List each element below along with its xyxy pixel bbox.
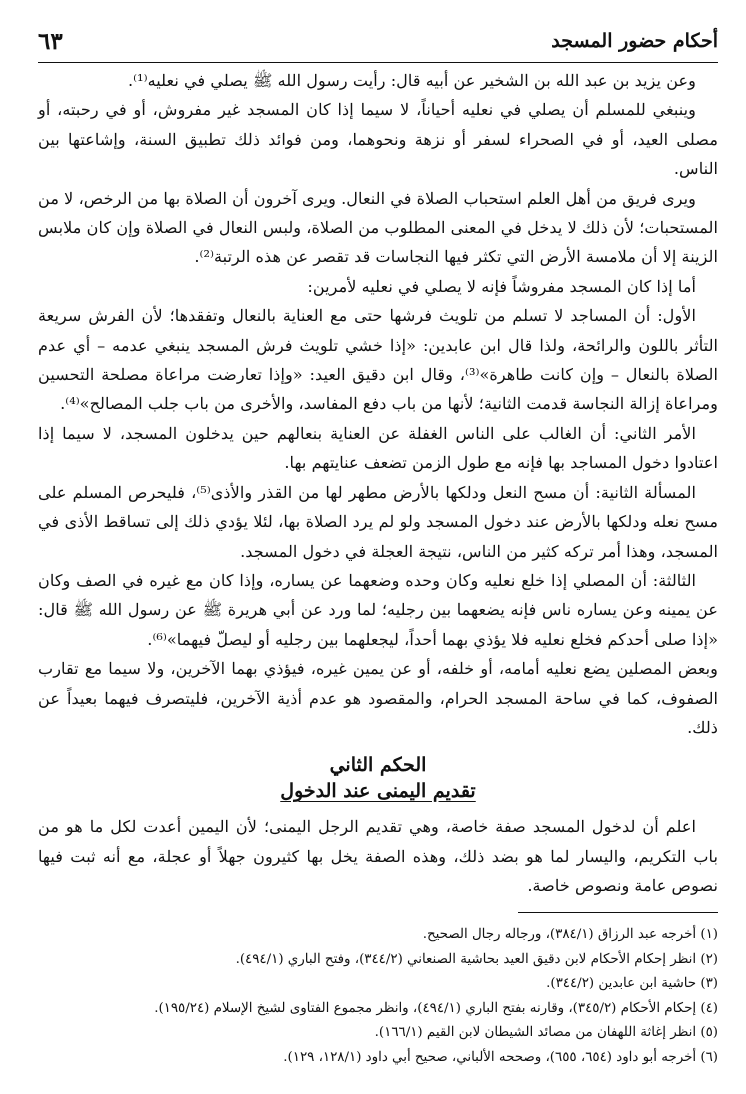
spacer: [38, 742, 718, 752]
paragraph: الأول: أن المساجد لا تسلم من تلويث فرشها حتى مع العناية بالنعال وتفقدها؛ لأن الفرش سريعة التأثر باللون والرائحة، ولذا قال ابن عابدين: «إذا خشي تلويث فرش المسجد ينبغي عدمه – أي عدم الصلاة بالنعال – وإن كانت طاهرة»⁽³⁾، وقال ابن دقيق العيد: «وإذا تعارضت مراعاة مصلحة التحسين ومراعاة إزالة النجاسة قدمت الثانية؛ لأنها من باب دفع المفاسد، والأخرى من باب جلب المصالح»⁽⁴⁾.: [38, 306, 718, 414]
paragraph: وبعض المصلين يضع نعليه أمامه، أو خلفه، أو عن يمين غيره، فيؤذي بهما الآخرين، ولا سيما مع تقارب الصفوف، كما في ساحة المسجد الحرام، والمقصود هو عدم أذية الآخرين، فليتصرف فيهما بعيداً عن ذلك.: [38, 659, 718, 737]
footnotes: [38, 923, 718, 1070]
footnote: (٥) انظر إغاثة اللهفان من مصائد الشيطان لابن القيم (١٦٦/١).: [374, 1025, 718, 1040]
page-header: [38, 22, 718, 63]
footnote: (٣) حاشية ابن عابدين (٣٤٤/٢).: [546, 976, 718, 991]
page-number: ٦٣: [38, 28, 63, 55]
footnote-divider: [518, 912, 718, 913]
paragraph: وعن يزيد بن عبد الله بن الشخير عن أبيه قال: رأيت رسول الله ﷺ يصلي في نعليه⁽¹⁾.: [128, 71, 696, 90]
section-paragraph: اعلم أن لدخول المسجد صفة خاصة، وهي تقديم الرجل اليمنى؛ لأن اليمين أعدت لكل ما هو من باب التكريم، واليسار لما هو بضد ذلك، وهذه الصفة يخل بها كثيرون جهلاً أو عجلة، مع أنه ثبت فيها نصوص عامة ونصوص خاصة.: [38, 817, 718, 896]
footnote: (٤) إحكام الأحكام (٣٤٥/٢)، وقارنه بفتح الباري (٤٩٤/١)، وانظر مجموع الفتاوى لشيخ الإسلام (١٩٥/٢٤).: [154, 1000, 718, 1016]
section-heading: الحكم الثاني: [329, 754, 427, 777]
main-text: [38, 66, 718, 901]
paragraph: أما إذا كان المسجد مفروشاً فإنه لا يصلي في نعليه لأمرين:: [307, 276, 696, 296]
footnote: (٦) أخرجه أبو داود (٦٥٤، ٦٥٥)، وصححه الألباني، صحيح أبي داود (١٢٨/١، ١٢٩).: [283, 1049, 718, 1065]
paragraph: الأمر الثاني: أن الغالب على الناس الغفلة عن العناية بنعالهم حين يدخلون المسجد، لا سيما إذا اعتادوا دخول المساجد بها فإنه مع طول الزمن تضعف عنايتهم بها.: [38, 423, 718, 473]
paragraph: وينبغي للمسلم أن يصلي في نعليه أحياناً، لا سيما إذا كان المسجد غير مفروش، أو في رحبته، أو مصلى العيد، أو في الصحراء لسفر أو نزهة ونحوهما، ومن فوائد ذلك تطبيق السنة، وإشاعتها بين الناس.: [38, 100, 718, 179]
section-subheading: تقديم اليمنى عند الدخول: [280, 780, 476, 803]
footnote: (١) أخرجه عبد الرزاق (٣٨٤/١)، ورجاله رجال الصحيح.: [422, 927, 718, 942]
paragraph: ويرى فريق من أهل العلم استحباب الصلاة في النعال. ويرى آخرون أن الصلاة بها من الرخص، لا من المستحبات؛ لأن ذلك لا يدخل في المعنى المطلوب من الصلاة، ولبس النعال في الصلاة وإن كان ملابس الزينة إلا أن ملامسة الأرض التي تكثر فيها النجاسات قد تقصر عن هذه الرتبة⁽²⁾.: [38, 188, 718, 267]
paragraph: الثالثة: أن المصلي إذا خلع نعليه وكان وحده وضعهما عن يساره، وإذا كان مع غيره في الصف وكان عن يمينه وعن يساره ناس فإنه يضعهما بين رجليه؛ لما ورد عن أبي هريرة ﷺ عن رسول الله ﷺ قال: «إذا صلى أحدكم فخلع نعليه فلا يؤذي بهما أحداً، ليجعلهما بين رجليه أو ليصلّ فيهما»⁽⁶⁾.: [38, 570, 718, 649]
running-title: أحكام حضور المسجد: [551, 30, 718, 52]
footnote: (٢) انظر إحكام الأحكام لابن دقيق العيد بحاشية الصنعاني (٣٤٤/٢)، وفتح الباري (٤٩٤/١).: [235, 951, 718, 967]
paragraph: المسألة الثانية: أن مسح النعل ودلكها بالأرض مطهر لها من القذر والأذى⁽⁵⁾، فليحرص المسلم على مسح نعله ودلكها بالأرض عند دخول المسجد ولو لم يرد الصلاة بها، لئلا يؤدي ذلك إلى تساقط الأذى في المسجد، وهذا أمر تركه كثير من الناس، نتيجة العجلة في دخول المسجد.: [38, 482, 718, 561]
